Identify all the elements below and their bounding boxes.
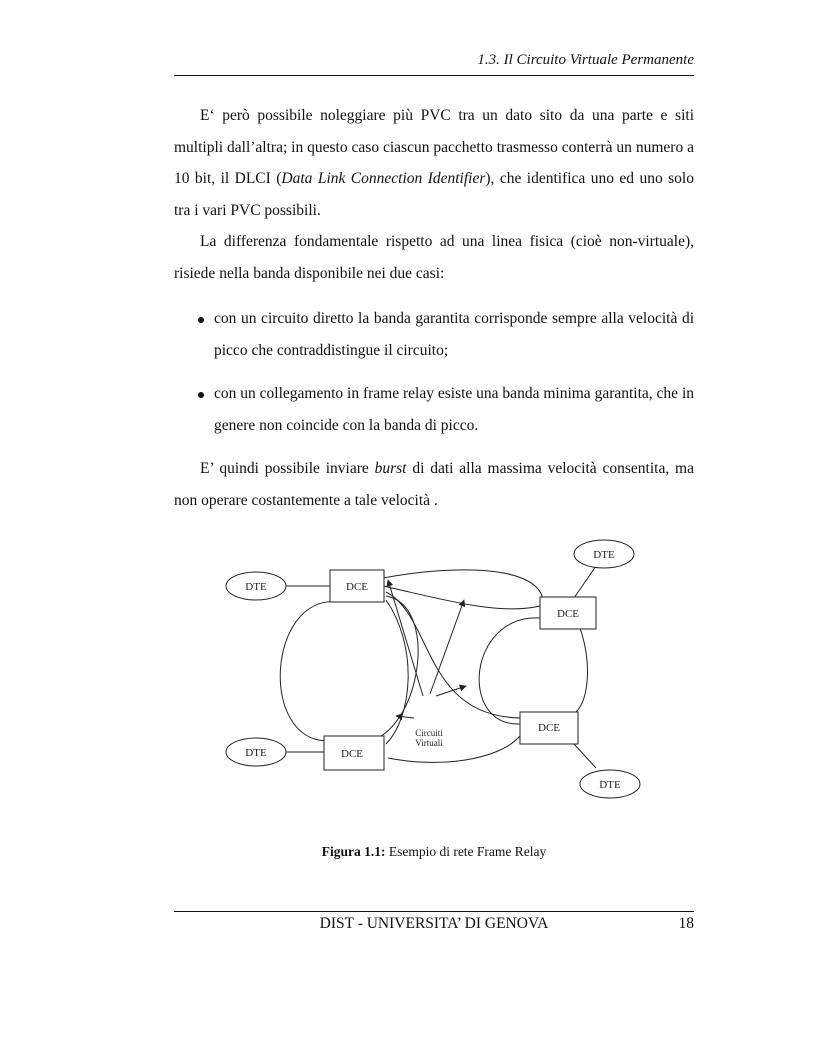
frame-relay-diagram	[218, 536, 648, 806]
caption-label: Figura 1.1:	[321, 844, 386, 859]
annotation-line-1: Circuiti	[415, 728, 443, 738]
dte-bottom-right-label: DTE	[599, 779, 621, 791]
bullet-item: con un circuito diretto la banda garantita corrisponde sempre alla velocità di picco che contraddistingue il circuito;	[174, 303, 694, 366]
virtual-circuit-inner-2	[358, 596, 418, 742]
link-dte-dce-bottom-right	[574, 744, 596, 768]
dte-top-right-label: DTE	[593, 549, 615, 561]
virtual-circuit-right-loop	[479, 618, 540, 724]
dce-right-upper-label: DCE	[557, 608, 579, 620]
virtual-circuit-top-arc	[383, 570, 543, 600]
bullet-icon	[198, 392, 204, 398]
paragraph-difference: La differenza fondamentale rispetto ad una linea fisica (cioè non-virtuale), risiede nella banda disponibile nei due casi:	[174, 233, 694, 282]
dte-bottom-left-label: DTE	[245, 747, 267, 759]
burst-term: burst	[374, 460, 407, 477]
paragraph-burst: E’ quindi possibile inviare burst di dati alla massima velocità consentita, ma non operare costantemente a tale velocità .	[174, 460, 694, 509]
caption-text: Esempio di rete Frame Relay	[388, 844, 547, 859]
virtual-circuit-right-arc	[573, 628, 587, 714]
virtual-circuit-bottom-arc	[388, 736, 520, 762]
page-number: 18	[678, 915, 694, 932]
figure-caption	[174, 844, 694, 860]
dce-right-lower-label: DCE	[538, 722, 560, 734]
bullet-list	[174, 303, 694, 441]
paragraph-dlci: E‘ però possibile noleggiare più PVC tra un dato sito da una parte e siti multipli dall’altra; in questo caso ciascun pacchetto trasmesso conterrà un numero a 10 bit, il DLCI (Data Link Connection Identifier), che identifica uno ed uno solo tra i vari PVC possibili.	[174, 107, 694, 219]
bullet-item: con un collegamento in frame relay esiste una banda minima garantita, che in genere non coincide con la banda di picco.	[174, 378, 694, 441]
dce-bottom-left-label: DCE	[341, 748, 363, 760]
virtual-circuit-left-loop	[280, 602, 338, 741]
link-dte-dce-top-right	[574, 566, 596, 598]
dte-top-left-label: DTE	[245, 581, 267, 593]
annotation-line-2: Virtuali	[415, 738, 443, 748]
arrow-to-top-arc	[430, 600, 464, 694]
dlci-term: Data Link Connection Identifier	[281, 170, 486, 187]
footer-rule	[174, 911, 694, 912]
header-rule	[174, 75, 694, 76]
dce-top-left-label: DCE	[346, 581, 368, 593]
running-header: 1.3. Il Circuito Virtuale Permanente	[477, 52, 694, 68]
footer-institution: DIST - UNIVERSITA’ DI GENOVA	[319, 915, 549, 932]
bullet-icon	[198, 317, 204, 323]
virtual-circuit-left-down	[386, 600, 408, 744]
body-text	[174, 100, 694, 516]
